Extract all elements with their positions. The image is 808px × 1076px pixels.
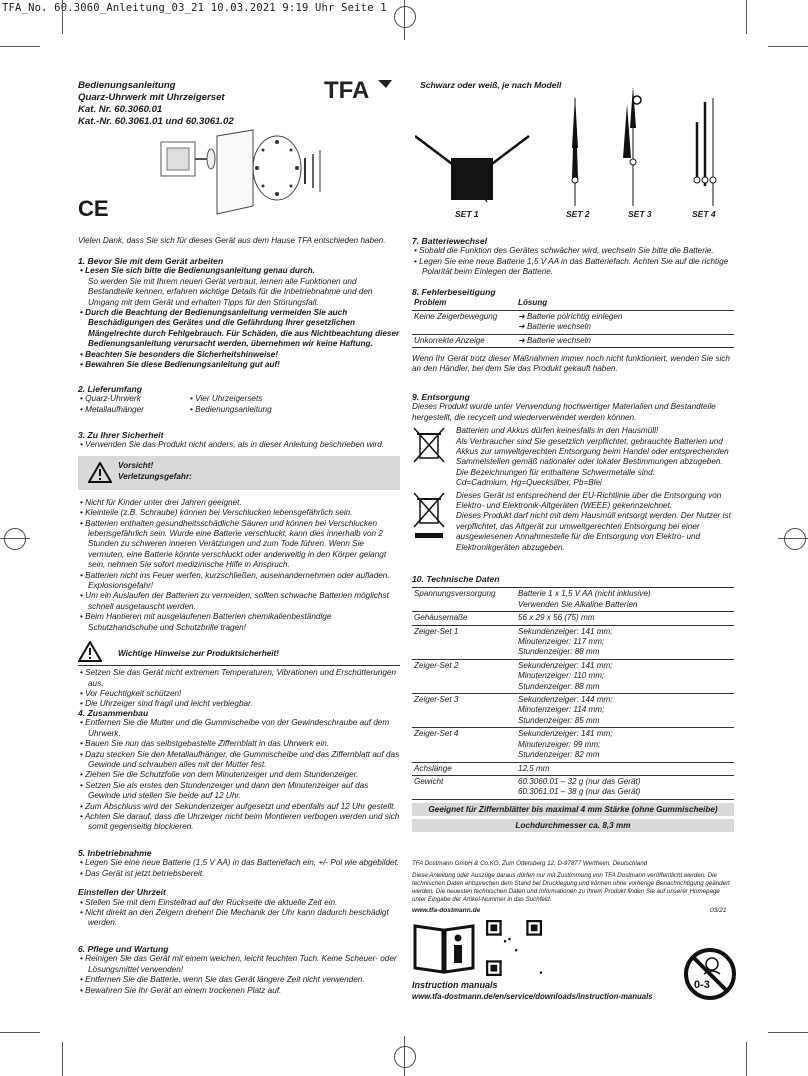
tech-value-line: Stundenzeiger: 85 mm <box>518 715 600 725</box>
crop-mark <box>0 1032 40 1033</box>
weee-icon <box>412 491 448 541</box>
paragraph: Dieses Gerät ist entsprechend der EU-Richtlinie über die Entsorgung von Elektro- und Elektronik-Altgeräten (WEEE) gekennzeichnet. <box>456 490 722 511</box>
footer-legal: Diese Anleitung oder Auszüge daraus dürfen nur mit Zustimmung von TFA Dostmann veröffentlicht werden. Die technischen Daten entsprechen dem Stand bei Drucklegung und können ohne vorherige Benachrichtigung geändert werden. Die neuesten technischen Daten und Informationen zu Ihrem Produkt finden Sie auf unserer Homepage unter Eingabe der Artikel-Nummer in das Suchfeld. <box>412 872 730 903</box>
list-item: • Bewahren Sie diese Bedienungsanleitung gut auf! <box>78 360 400 370</box>
tech-row <box>412 728 734 762</box>
list-item: • Bedienungsanleitung <box>188 405 368 415</box>
crop-mark <box>768 1032 808 1033</box>
section-title: 3. Zu Ihrer Sicherheit <box>78 430 164 440</box>
tech-value <box>516 762 734 775</box>
list-item: • Um ein Auslaufen der Batterien zu vermeiden, sollten schwache Batterien möglichst schnell ausgetauscht werden. <box>78 591 400 612</box>
list-item: • Kleinteile (z.B. Schraube) können bei Verschlucken lebensgefährlich sein. <box>78 508 400 518</box>
section-title: 8. Fehlerbeseitigung <box>412 287 496 297</box>
manuals-url[interactable]: www.tfa-dostmann.de/en/service/downloads/instruction-manuals <box>412 992 653 1001</box>
list-item: • Die Uhrzeiger sind fragil und leicht verbiegbar. <box>78 699 400 709</box>
crop-mark <box>746 0 747 34</box>
tech-key: Gehäusemaße <box>414 613 468 623</box>
table-header: Problem <box>414 298 447 308</box>
tech-key: Spannungsversorgung <box>414 589 496 599</box>
set-4-label: SET 4 <box>692 209 716 219</box>
tech-key: Zeiger-Set 4 <box>414 729 459 739</box>
tfa-logo <box>322 76 394 102</box>
tech-row <box>412 625 734 659</box>
tech-row <box>412 612 734 625</box>
title-line: Quarz-Uhrwerk mit Uhrzeigerset <box>78 92 225 103</box>
crop-mark <box>746 1042 747 1076</box>
list-item: • Setzen Sie als erstes den Stundenzeiger und dann den Minutenzeiger auf das Gewinde und stellen Sie beide auf 12 Uhr. <box>78 781 400 802</box>
footer-date: 03/21 <box>710 907 727 914</box>
tech-value-line: Stundenzeiger: 88 mm <box>518 647 600 657</box>
list-item: • Nicht direkt an den Zeigern drehen! Die Mechanik der Uhr kann dadurch beschädigt werden. <box>78 908 400 929</box>
subsection-title: Einstellen der Uhrzeit <box>78 887 166 898</box>
tech-row <box>412 659 734 693</box>
tech-value-line: Batterie 1 x 1,5 V AA (nicht inklusive) <box>518 589 651 599</box>
tech-key: Zeiger-Set 2 <box>414 660 459 670</box>
warning-title: Vorsicht! <box>118 460 154 470</box>
tech-value <box>516 588 734 611</box>
paragraph-title: Batterien und Akkus dürfen keinesfalls in den Hausmüll! <box>456 426 659 436</box>
paragraph: So werden Sie mit Ihrem neuen Gerät vertraut, lernen alle Funktionen und Bestandteile kennen, erfahren wichtige Details für die Inbetriebnahme und den Umgang mit dem Gerät und erhalten Tipps für den Störungsfall. <box>88 276 373 307</box>
tech-row <box>412 762 734 775</box>
list-item: • Setzen Sie das Gerät nicht extremen Temperaturen, Vibrationen und Erschütterungen aus. <box>78 668 400 689</box>
warning-subtitle: Verletzungsgefahr: <box>118 471 192 481</box>
section-3 <box>78 430 400 710</box>
tech-value-line: Verwenden Sie Alkaline Batterien <box>518 599 638 609</box>
tech-value-line: Stundenzeiger: 88 mm <box>518 681 600 691</box>
section-title: 6. Pflege und Wartung <box>78 944 169 954</box>
tech-value-line: Minutenzeiger: 110 mm; <box>518 671 605 681</box>
section-9 <box>412 392 734 553</box>
list-item: • Bauen Sie nun das selbstgebastelte Ziffernblatt in das Uhrwerk ein. <box>78 739 400 749</box>
list-item: • Batterien enthalten gesundheitsschädliche Säuren und können bei Verschlucken lebensgefährlich sein. Wurde eine Batterie verschluckt, kann dies innerhalb von 2 Stunden zu schweren inneren Verätzungen und zum Tode führen. Wenn Sie vermuten, eine Batterie könnte verschluckt oder anderweitig in den Körper gelangt sein, nehmen Sie sofort medizinische Hilfe in Anspruch. <box>78 519 400 571</box>
section-title: 9. Entsorgung <box>412 392 470 402</box>
table-cell: Keine Zeigerbewegung <box>414 311 498 321</box>
section-7 <box>412 236 734 278</box>
list-item: • Verwenden Sie das Produkt nicht anders, als in dieser Anleitung beschrieben wird. <box>78 440 400 450</box>
print-slug: TFA_No. 60.3060_Anleitung_03_21 10.03.2021 9:19 Uhr Seite 1 <box>2 2 387 14</box>
list-item: • Beachten Sie besonders die Sicherheitshinweise! <box>78 350 400 360</box>
tech-value <box>516 659 734 693</box>
list-item: • Beim Hantieren mit ausgelaufenen Batterien chemikalienbeständige Schutzhandschuhe und Schutzbrille tragen! <box>78 612 400 633</box>
section-6 <box>78 944 400 996</box>
section-title: 2. Lieferumfang <box>78 384 142 394</box>
registration-mark-bottom <box>394 1046 416 1068</box>
warning-box <box>78 456 400 490</box>
tech-row <box>412 588 734 611</box>
paragraph: Dieses Produkt wurde unter Verwendung hochwertiger Materialien und Bestandteile hergestellt, die recycelt und wiederverwendet werden können. <box>412 402 716 422</box>
section-title: 5. Inbetriebnahme <box>78 848 152 858</box>
footer-url[interactable]: www.tfa-dostmann.de <box>412 907 481 914</box>
list-item: • Legen Sie eine neue Batterie 1,5 V AA in das Batteriefach. Achten Sie auf die richtige Polarität beim Einlegen der Batterie. <box>412 257 734 278</box>
tech-value-line: Minutenzeiger: 117 mm; <box>518 637 605 647</box>
list-item: • Durch die Beachtung der Bedienungsanleitung vermeiden Sie auch Beschädigungen des Gerätes und die Gefährdung Ihrer gesetzlichen Mängelrechte durch Fehlgebrauch. Für Schäden, die aus Nichtbeachtung dieser Bedienungsanleitung verursacht werden, übernehmen wir keine Haftung. <box>78 308 400 350</box>
tech-key: Zeiger-Set 1 <box>414 626 459 636</box>
table-header: Lösung <box>518 298 548 308</box>
dial-thickness-note: Geeignet für Ziffernblätter bis maximal 4 mm Stärke (ohne Gummischeibe) <box>412 803 734 816</box>
hand-sets-illustration <box>415 88 745 220</box>
tech-value <box>516 775 734 799</box>
document-title <box>78 80 278 128</box>
title-line: Kat. Nr. 60.3060.01 <box>78 104 163 115</box>
paragraph: Die Bezeichnungen für enthaltene Schwermetalle sind: <box>456 467 655 477</box>
section-5 <box>78 848 400 929</box>
tech-value <box>516 625 734 659</box>
title-line: Kat.-Nr. 60.3061.01 und 60.3061.02 <box>78 116 234 127</box>
crop-mark <box>768 46 808 47</box>
tech-key: Zeiger-Set 3 <box>414 695 459 705</box>
tech-value-line: Sekundenzeiger: 144 mm; <box>518 695 613 705</box>
list-item: • Nicht für Kinder unter drei Jahren geeignet. <box>78 498 400 508</box>
paragraph: Wenn Ihr Gerät trotz dieser Maßnahmen immer noch nicht funktioniert, wenden Sie sich an den Händler, bei dem Sie das Produkt gekauft haben. <box>412 354 730 374</box>
section-8 <box>412 287 734 375</box>
warning-icon <box>88 462 112 483</box>
registration-mark-top <box>394 6 416 28</box>
tech-value-line: Sekundenzeiger: 141 mm; <box>518 729 613 739</box>
crop-mark <box>62 1042 63 1076</box>
svg-text:0-3: 0-3 <box>694 979 710 991</box>
list-item: • Achten Sie darauf, dass die Uhrzeiger nicht beim Montieren verbogen werden und sich somit gegenseitig blockieren. <box>78 812 400 833</box>
list-item: • Lesen Sie sich bitte die Bedienungsanleitung genau durch. <box>78 266 400 276</box>
section-title: 1. Bevor Sie mit dem Gerät arbeiten <box>78 256 224 266</box>
title-line: Bedienungsanleitung <box>78 80 176 91</box>
section-10 <box>412 574 734 832</box>
hole-diameter-note: Lochdurchmesser ca. 8,3 mm <box>412 819 734 832</box>
section-title: 4. Zusammenbau <box>78 708 149 718</box>
tech-value-line: 60.3061.01 – 38 g (nur das Gerät) <box>518 787 641 797</box>
paragraph: Cd=Cadmium, Hg=Quecksilber, Pb=Blei <box>456 478 602 488</box>
warning-title: Wichtige Hinweise zur Produktsicherheit! <box>118 649 279 659</box>
tech-value <box>516 728 734 762</box>
solution-step: ➜ Batterie wechseln <box>518 322 591 332</box>
tech-value <box>516 612 734 625</box>
product-illustration <box>155 128 325 218</box>
solution-step: ➜ Batterie polrichtig einlegen <box>518 311 623 321</box>
tech-value-line: 56 x 29 x 56 (75) mm <box>518 613 595 623</box>
table-cell: ➜ Batterie wechseln <box>518 335 591 345</box>
registration-mark-right <box>784 528 806 550</box>
list-item: • Legen Sie eine neue Batterie (1,5 V AA) in das Batteriefach ein, +/- Pol wie abgebildet. <box>78 858 400 868</box>
table-cell <box>516 310 734 334</box>
list-item: • Dazu stecken Sie den Metallaufhänger, die Gummischeibe und das Ziffernblatt auf das Gewinde und schrauben alles mit der Mutter fest. <box>78 750 400 771</box>
registration-mark-left <box>4 528 26 550</box>
paragraph: Dieses Produkt darf nicht mit dem Hausmüll entsorgt werden. Der Nutzer ist verpflichtet, das Altgerät zur umweltgerechten Entsorgung bei einer ausgewiesenen Annahmestelle für die Entsorgung von Elektro- und Elektronikgeräten abzugeben. <box>456 511 731 552</box>
tech-value-line: 12,5 mm <box>518 763 550 773</box>
list-item: • Ziehen Sie die Schutzfolie von dem Minutenzeiger und dem Stundenzeiger. <box>78 770 400 780</box>
list-item: • Sobald die Funktion des Gerätes schwächer wird, wechseln Sie bitte die Batterie. <box>412 246 734 256</box>
tech-value-line: 60.3060.01 – 32 g (nur das Gerät) <box>518 776 641 786</box>
tech-value-line: Minutenzeiger: 114 mm; <box>518 705 605 715</box>
troubleshooting-table <box>412 297 734 348</box>
table-cell: Unkorrekte Anzeige <box>414 335 485 345</box>
footer-company: TFA Dostmann GmbH & Co.KG, Zum Ottersberg 12, D-97877 Wertheim, Deutschland <box>412 860 648 867</box>
product-safety-heading <box>78 639 400 666</box>
list-item: • Reinigen Sie das Gerät mit einem weichen, leicht feuchten Tuch. Keine Scheuer- oder Lösungsmittel verwenden! <box>78 954 400 975</box>
tech-data-table <box>412 588 734 799</box>
tech-value <box>516 694 734 728</box>
section-2 <box>78 384 400 415</box>
read-manual-icon <box>412 920 476 976</box>
set-1-label: SET 1 <box>455 209 479 219</box>
crop-mark <box>0 46 40 47</box>
crossed-bin-icon <box>412 426 448 466</box>
list-item: • Stellen Sie mit dem Einstellrad auf der Rückseite die aktuelle Zeit ein. <box>78 898 400 908</box>
list-item: • Bewahren Sie Ihr Gerät an einem trockenen Platz auf. <box>78 986 400 996</box>
list-item: • Vier Uhrzeigersets <box>188 394 368 404</box>
tech-row <box>412 694 734 728</box>
list-item: • Metallaufhänger <box>78 405 188 415</box>
section-1 <box>78 256 400 370</box>
tech-key: Gewicht <box>414 776 444 786</box>
model-note: Schwarz oder weiß, je nach Modell <box>420 80 562 90</box>
manuals-title: Instruction manuals <box>412 980 498 990</box>
list-item: • Zum Abschluss wird der Sekundenzeiger aufgesetzt und ebenfalls auf 12 Uhr gestellt. <box>78 802 400 812</box>
list-item: • Batterien nicht ins Feuer werfen, kurzschließen, auseinandernehmen oder aufladen. Explosionsgefahr! <box>78 571 400 592</box>
section-title: 10. Technische Daten <box>412 574 734 588</box>
section-4 <box>78 708 400 833</box>
set-3-label: SET 3 <box>628 209 652 219</box>
set-2-label: SET 2 <box>566 209 590 219</box>
list-item: • Quarz-Uhrwerk <box>78 394 188 404</box>
list-item: • Das Gerät ist jetzt betriebsbereit. <box>78 869 400 879</box>
paragraph: Als Verbraucher sind Sie gesetzlich verpflichtet, gebrauchte Batterien und Akkus zur umweltgerechten Entsorgung beim Handel oder entsprechenden Sammelstellen gemäß nationaler oder lokaler Bestimmungen abzugeben. <box>456 436 729 467</box>
section-title: 7. Batteriewechsel <box>412 236 487 246</box>
warning-icon <box>78 641 102 662</box>
list-item: • Entfernen Sie die Batterie, wenn Sie das Gerät längere Zeit nicht verwenden. <box>78 975 400 985</box>
qr-code[interactable] <box>486 920 542 976</box>
tech-value-line: Sekundenzeiger: 141 mm; <box>518 626 613 636</box>
tech-value-line: Minutenzeiger: 99 mm; <box>518 739 601 749</box>
tech-value-line: Sekundenzeiger: 141 mm; <box>518 660 613 670</box>
ce-mark: CE <box>78 196 109 221</box>
tech-value-line: Stundenzeiger: 82 mm <box>518 750 600 760</box>
list-item: • Vor Feuchtigkeit schützen! <box>78 689 400 699</box>
tech-row <box>412 775 734 799</box>
svg-text:TFA: TFA <box>324 77 370 102</box>
intro-text: Vielen Dank, dass Sie sich für dieses Gerät aus dem Hause TFA entschieden haben. <box>78 236 386 245</box>
tech-key: Achslänge <box>414 763 452 773</box>
crop-mark <box>62 0 63 34</box>
list-item: • Entfernen Sie die Mutter und die Gummischeibe von der Gewindeschraube auf dem Uhrwerk. <box>78 718 400 739</box>
age-warning-icon <box>682 946 738 1002</box>
